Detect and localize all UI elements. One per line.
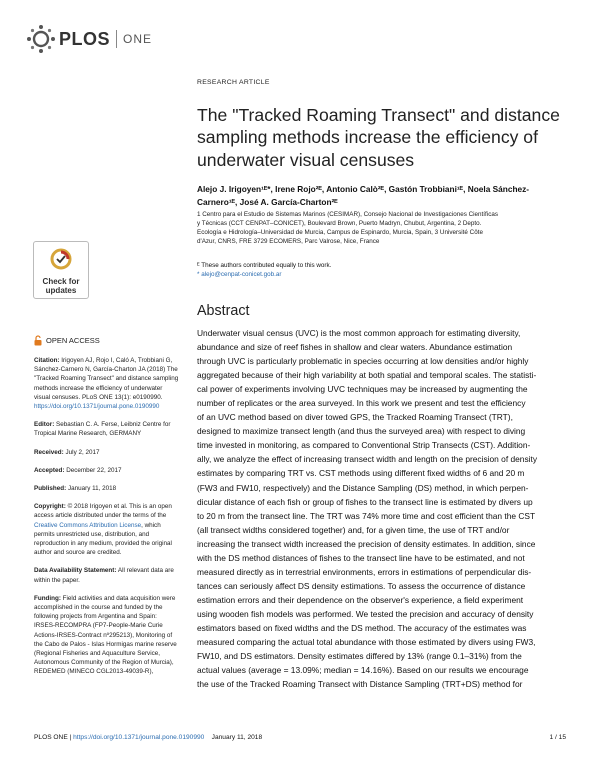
citation-line: "Tracked Roaming Transect" and distance sampling — [34, 375, 179, 383]
abstract-line: to 20 m from the transect line. The TRT was 74% more time and cost efficient than the CST — [197, 510, 536, 521]
funding-line: following projects from Argentina and Spain: — [34, 613, 157, 621]
abstract-heading: Abstract — [197, 303, 250, 319]
funding-line: accomplished in the course and funded by the — [34, 604, 163, 612]
funding-line: REDEMED (MINECO CGL2013-49039-R), — [34, 668, 154, 676]
abstract-line: measured directly as in terrestrial environments, errors in estimations of perpendicular dis- — [197, 566, 532, 577]
check-line-1: Check for — [42, 277, 80, 286]
funding-line: IRSES-RECOMPRA (FP7-People-Marie Curie — [34, 622, 163, 630]
article-type-label: RESEARCH ARTICLE — [197, 79, 270, 86]
abstract-line: (FW3 and FW10, respectively) and the Distance Sampling (DS) method, in which perpen- — [197, 482, 529, 493]
citation-line: Irigoyen AJ, Rojo I, Caló A, Trobbiani G, — [61, 357, 173, 364]
abstract-line: actual values (average = 13.09%; median = 14.16%). Based on our results we encourage — [197, 665, 529, 676]
article-title — [197, 104, 575, 171]
copyright-line: reproduction in any medium, provided the original — [34, 540, 172, 548]
copyright-line: author and source are credited. — [34, 549, 122, 557]
editor-label: Editor: — [34, 421, 55, 429]
footer-date: January 11, 2018 — [211, 734, 263, 741]
abstract-line: measured comparing the actual total abundance with those estimated by divers using FW3, — [197, 637, 536, 648]
copyright-line: permits unrestricted use, distribution, and — [34, 530, 150, 538]
abstract-line: number of replicates or the area surveyed. In this work we present and test the efficiency — [197, 398, 526, 409]
plos-dots-icon — [26, 24, 56, 54]
citation-block — [34, 356, 182, 411]
received-label: Received: — [34, 448, 64, 456]
title-line: The "Tracked Roaming Transect" and distance — [197, 105, 560, 125]
journal-sub: ONE — [123, 32, 153, 46]
abstract-line: using wooden fish models was performed. We tested the precision and accuracy of density — [197, 608, 534, 619]
logo-divider — [116, 30, 117, 48]
corresponding-email-link[interactable]: * alejo@cenpat-conicet.gob.ar — [197, 271, 282, 279]
affiliation-line: y Técnicas (CCT CENPAT–CONICET), Boulevard Brown, Puerto Madryn, Chubut, Argentina, 2 Depto. — [197, 220, 482, 228]
citation-label: Citation: — [34, 357, 60, 364]
copyright-line: , which — [141, 521, 161, 529]
abstract-line: increasing the transect width increased the precision of density estimates. In addition, since — [197, 538, 536, 549]
journal-logo — [26, 24, 152, 54]
author-notes — [197, 261, 331, 279]
citation-doi-link[interactable]: https://doi.org/10.1371/journal.pone.0190990 — [34, 403, 160, 411]
abstract-line: estimation errors and their dependence on the observer's experience, a field experiment — [197, 594, 524, 605]
footer-doi-link[interactable]: https://doi.org/10.1371/journal.pone.0190990 — [73, 734, 205, 741]
abstract-line: time invested in monitoring, as compared to Conventional Strip Transects (CST). Addition- — [197, 440, 531, 451]
abstract-line: estimators based on fixed widths and the DS method. The accuracy of the estimates was — [197, 622, 527, 633]
funding-label: Funding: — [34, 594, 61, 602]
abstract-line: the use of the Tracked Roaming Transect with Distance Sampling (TRT+DS) method for — [197, 679, 523, 690]
abstract-line: (all transect widths considered together) and, for a given time, the use of TRT and/or — [197, 524, 510, 535]
abstract-line: aggregated because of their high variability at both spatial and temporal scales. The statisti- — [197, 370, 537, 381]
abstract-line: FW10, and DS estimators. Density estimates differed by 13% (range 0.1–31%) from the — [197, 651, 522, 662]
page-footer — [34, 734, 566, 741]
published-label: Published: — [34, 485, 67, 493]
journal-name: PLOS — [59, 28, 111, 49]
check-line-2: updates — [45, 286, 77, 295]
accepted-label: Accepted: — [34, 466, 65, 474]
funding-line: the Cabo de Palos - Islas Hormigas marine reserve — [34, 640, 177, 648]
cc-license-link[interactable]: Creative Commons Attribution License — [34, 521, 142, 529]
data-availability-label: Data Availability Statement: — [34, 567, 117, 575]
copyright-label: Copyright: — [34, 503, 66, 511]
open-access-label: OPEN ACCESS — [46, 335, 100, 345]
copyright-block — [34, 502, 182, 557]
footer-journal: PLOS ONE | — [34, 734, 74, 741]
author-line: Alejo J. Irigoyen¹ᴱ*, Irene Rojo²ᴱ, Antonio Calò²ᴱ, Gastón Trobbiani¹ᴱ, Noela Sánchez- — [197, 184, 530, 194]
updates-icon — [50, 248, 72, 270]
page-number: 1 / 15 — [549, 734, 566, 741]
funding-line: (Regional Fisheries and Aquaculture Service, — [34, 650, 161, 658]
published-block — [34, 484, 182, 493]
title-line: underwater visual censuses — [197, 149, 415, 170]
abstract-line: abundance and size of reef fishes in shallow and clear waters. Abundance estimation — [197, 342, 513, 353]
copyright-line: access article distributed under the terms of the — [34, 512, 167, 520]
sidebar — [34, 335, 182, 686]
accepted-date: December 22, 2017 — [66, 466, 122, 474]
open-access — [34, 335, 182, 346]
abstract-line: tances can seriously affect DS density estimations. To assess the occurrence of distance — [197, 580, 526, 591]
abstract-line: with the DS method distances of fishes to the transect line have to be estimated, and not — [197, 552, 525, 563]
citation-line: Sánchez-Carnero N, García-Charton JA (2018) The — [34, 366, 178, 374]
received-date: July 2, 2017 — [65, 448, 100, 456]
author-line: Carnero¹ᴱ, José A. García-Charton²ᴱ — [197, 196, 338, 207]
abstract-line: designed to maximize transect length (and thus the surveyed area) with respect to diving — [197, 426, 526, 437]
check-for-updates-badge[interactable] — [33, 241, 89, 299]
open-lock-icon — [34, 335, 42, 346]
affiliation-line: d'Azur, CNRS, FRE 3729 ECOMERS, Parc Valrose, Nice, France — [197, 238, 380, 246]
funding-block — [34, 594, 182, 677]
published-date: January 11, 2018 — [67, 485, 117, 493]
citation-line: visual censuses. PLoS ONE 13(1): e0190990. — [34, 393, 163, 401]
abstract-line: ally, we analyze the effect of increasing transect width and length on the precision of density — [197, 454, 538, 465]
abstract-line: Underwater visual census (UVC) is the most common approach for estimating diversity, — [197, 328, 521, 338]
abstract-line: dicular distance of each fish or group of fishes to the transect line is estimated by divers up — [197, 496, 533, 507]
title-line: sampling methods increase the efficiency of — [197, 127, 538, 148]
editor-line: Tropical Marine Research, GERMANY — [34, 430, 142, 438]
copyright-line: © 2018 Irigoyen et al. This is an open — [67, 503, 172, 511]
abstract-body — [197, 326, 577, 691]
equal-contribution-note: ᴱ These authors contributed equally to this work. — [197, 262, 332, 269]
abstract-line: estimates by comparing TRT vs. CST methods using different fixed widths of 6 and 20 m — [197, 468, 525, 479]
funding-line: Actions-IRSES-Contract nº295213), Monitoring of — [34, 631, 173, 639]
editor-block — [34, 420, 182, 438]
data-line: All relevant data are — [116, 567, 174, 575]
abstract-line: cal power of experiments involving UVC techniques may be increased by augmenting the — [197, 384, 528, 395]
funding-line: Field activities and data acquisition were — [60, 594, 176, 602]
affiliations — [197, 210, 575, 246]
affiliation-line: 1 Centro para el Estudio de Sistemas Marinos (CESIMAR), Consejo Nacional de Investigaciones Científicas — [197, 211, 498, 218]
affiliation-line: Ecología e Hidrología–Universidad de Murcia, Campus de Espinardo, Murcia, Spain, 3 Université Côte — [197, 229, 483, 237]
citation-line: methods increase the efficiency of underwater — [34, 384, 163, 392]
editor-line: Sebastian C. A. Ferse, Leibniz Centre for — [56, 421, 171, 429]
funding-line: Autonomous Community of the Region of Murcia), — [34, 659, 174, 667]
accepted-block — [34, 466, 182, 475]
footer-citation — [34, 734, 262, 741]
data-availability-block — [34, 566, 182, 584]
abstract-line: through UVC is particularly problematic in species occurring at low densities and/or highly — [197, 356, 529, 367]
data-line: within the paper. — [34, 576, 80, 584]
abstract-line: of an UVC method based on diver towed GPS, the Tracked Roaming Transect (TRT), — [197, 412, 513, 423]
received-block — [34, 448, 182, 457]
author-list — [197, 183, 577, 208]
